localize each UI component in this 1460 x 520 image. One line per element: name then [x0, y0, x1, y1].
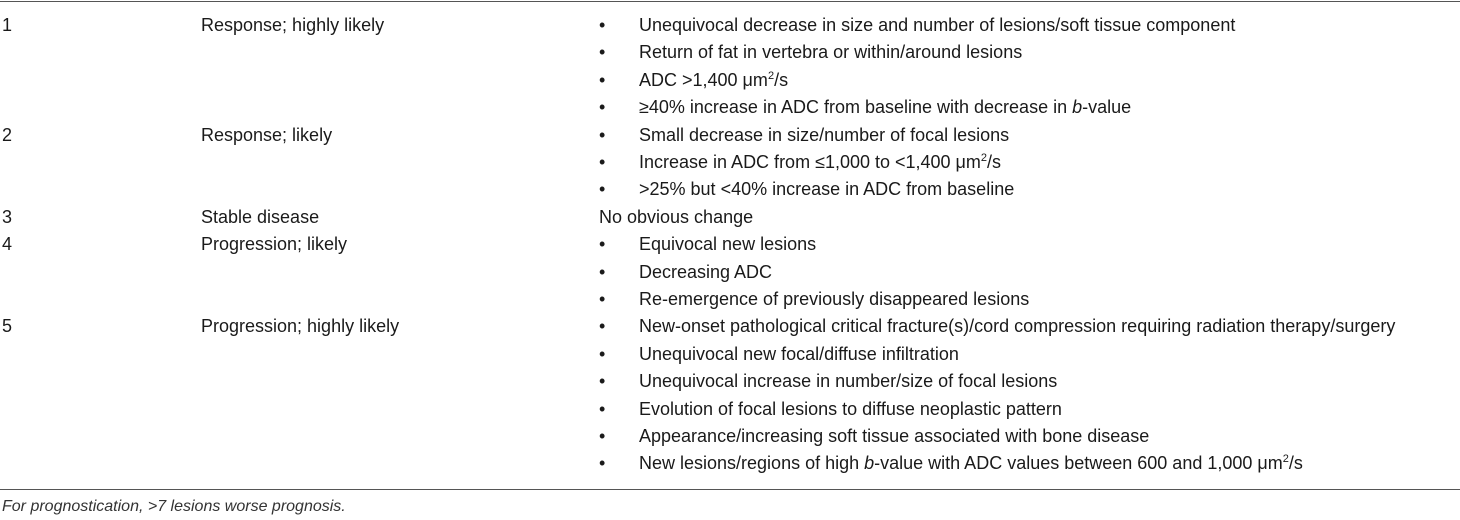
- table-row: [0, 122, 1460, 204]
- text-fragment: b: [1072, 97, 1083, 118]
- text-fragment: ADC >1,400 μm: [639, 69, 768, 90]
- top-rule: [0, 1, 1460, 2]
- bullet-icon: •: [599, 343, 606, 364]
- text-fragment: /s: [774, 69, 789, 90]
- category-cell: Progression; likely: [201, 234, 348, 255]
- criteria-item-text: [639, 67, 788, 94]
- text-fragment: Return of fat in vertebra or within/around lesions: [639, 42, 1023, 63]
- table-footnote: For prognostication, >7 lesions worse prognosis.: [2, 498, 346, 515]
- text-fragment: 2: [1282, 453, 1289, 466]
- text-fragment: Decreasing ADC: [639, 261, 773, 282]
- score-cell: 5: [2, 316, 13, 337]
- criteria-cell: [599, 204, 753, 231]
- criteria-item-text: [639, 149, 1001, 176]
- text-fragment: Equivocal new lesions: [639, 234, 817, 255]
- table-row: [0, 231, 1460, 313]
- score-cell: 1: [2, 15, 13, 35]
- text-fragment: Evolution of focal lesions to diffuse neoplastic pattern: [639, 398, 1062, 419]
- text-fragment: Increase in ADC from ≤1,000 to <1,400 μm: [639, 151, 981, 172]
- text-fragment: -value with ADC values between 600 and 1,000 μm: [874, 453, 1283, 474]
- bullet-icon: •: [599, 288, 606, 309]
- category-cell: Response; highly likely: [201, 15, 385, 35]
- text-fragment: >25% but <40% increase in ADC from baseline: [639, 179, 1015, 200]
- text-fragment: Unequivocal decrease in size and number of lesions/soft tissue component: [639, 15, 1236, 35]
- bullet-icon: •: [599, 234, 606, 255]
- table-row: [0, 313, 1460, 477]
- criteria-item-text: [639, 12, 1235, 39]
- bullet-icon: •: [599, 97, 606, 118]
- text-fragment: /s: [987, 151, 1002, 172]
- criteria-item-text: [639, 313, 1395, 340]
- criteria-item-text: [639, 259, 772, 286]
- criteria-item-text: [639, 368, 1057, 395]
- text-fragment: Unequivocal new focal/diffuse infiltration: [639, 343, 959, 364]
- bullet-icon: •: [599, 371, 606, 392]
- bullet-icon: •: [599, 261, 606, 282]
- score-cell: 4: [2, 234, 13, 255]
- category-cell: Response; likely: [201, 124, 333, 145]
- bullet-icon: •: [599, 398, 606, 419]
- bullet-icon: •: [599, 124, 606, 145]
- text-fragment: /s: [1288, 453, 1303, 474]
- table-row: [0, 204, 1460, 231]
- bullet-icon: •: [599, 15, 606, 35]
- text-fragment: ≥40% increase in ADC from baseline with decrease in: [639, 97, 1073, 118]
- criteria-item-text: [639, 176, 1014, 203]
- text-fragment: Small decrease in size/number of focal lesions: [639, 124, 1010, 145]
- criteria-item-text: [639, 450, 1303, 477]
- bullet-icon: •: [599, 42, 606, 63]
- text-fragment: Re-emergence of previously disappeared lesions: [639, 288, 1030, 309]
- score-cell: 3: [2, 206, 13, 227]
- text-fragment: b: [864, 453, 875, 474]
- text-fragment: 2: [767, 69, 775, 82]
- bullet-icon: •: [599, 425, 606, 446]
- criteria-item-text: [639, 94, 1131, 121]
- bullet-icon: •: [599, 453, 606, 474]
- bullet-icon: •: [599, 316, 606, 337]
- bottom-rule: [0, 489, 1460, 490]
- bullet-icon: •: [599, 69, 606, 90]
- text-fragment: Appearance/increasing soft tissue associated with bone disease: [639, 425, 1150, 446]
- category-cell: Progression; highly likely: [201, 316, 400, 337]
- criteria-item-text: [639, 286, 1029, 313]
- text-fragment: -value: [1082, 97, 1132, 118]
- criteria-item-text: [639, 396, 1062, 423]
- bullet-icon: •: [599, 151, 606, 172]
- text-fragment: Unequivocal increase in number/size of focal lesions: [639, 371, 1058, 392]
- text-fragment: New-onset pathological critical fracture(s)/cord compression requiring radiation therapy/surgery: [639, 316, 1396, 337]
- criteria-item-text: [639, 341, 959, 368]
- criteria-item-text: [639, 423, 1149, 450]
- table-body: [0, 12, 1460, 478]
- text-fragment: 2: [980, 151, 988, 164]
- score-cell: 2: [2, 124, 13, 145]
- criteria-item-text: [639, 39, 1022, 66]
- criteria-item-text: [639, 122, 1009, 149]
- criteria-item-text: [639, 231, 816, 258]
- criteria-text: No obvious change: [599, 206, 754, 227]
- text-fragment: New lesions/regions of high: [639, 453, 865, 474]
- table-row: [0, 12, 1460, 122]
- bullet-icon: •: [599, 179, 606, 200]
- category-cell: Stable disease: [201, 206, 320, 227]
